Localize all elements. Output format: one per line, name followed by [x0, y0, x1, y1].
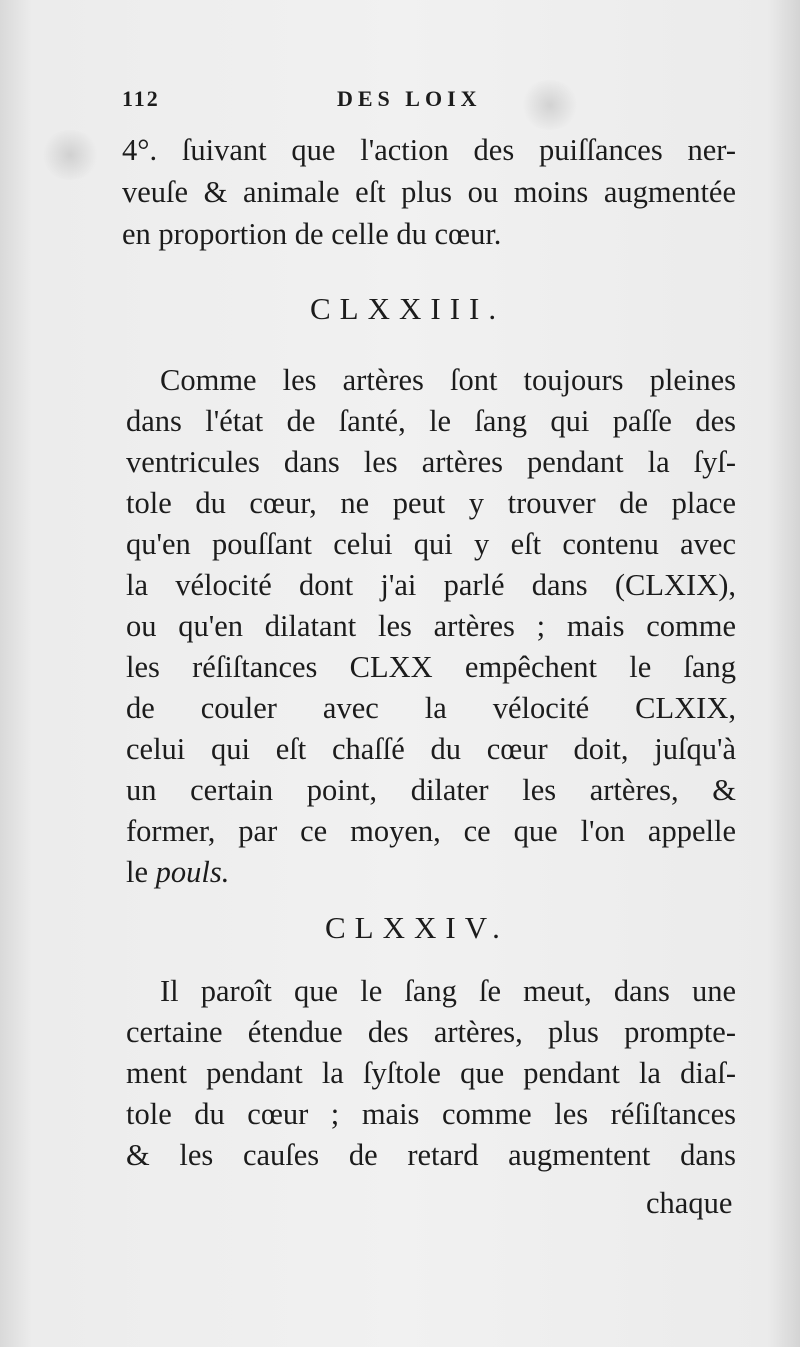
text-line: Il paroît que le ſang ſe meut, dans une	[160, 974, 736, 1008]
catchword: chaque	[646, 1186, 733, 1220]
text-line: un certain point, dilater les artères, &	[126, 773, 736, 807]
section-heading: CLXXIV.	[325, 910, 509, 945]
text-line: tole du cœur, ne peut y trouver de place	[126, 486, 736, 520]
text-line: celui qui eſt chaſſé du cœur doit, juſqu'à	[126, 732, 736, 766]
text-line: ou qu'en dilatant les artères ; mais comme	[126, 609, 736, 643]
text-line: certaine étendue des artères, plus prompte-	[126, 1015, 736, 1049]
text-line: la vélocité dont j'ai parlé dans (CLXIX),	[126, 568, 736, 602]
page-number: 112	[122, 86, 160, 111]
text-line: en proportion de celle du cœur.	[122, 217, 502, 251]
ink-smudge	[40, 130, 100, 180]
section-heading: CLXXIII.	[310, 291, 506, 326]
text-line: ment pendant la ſyſtole que pendant la diaſ-	[126, 1056, 736, 1090]
text-line: tole du cœur ; mais comme les réſiſtances	[126, 1097, 736, 1131]
text-line: & les cauſes de retard augmentent dans	[126, 1138, 736, 1172]
text-line	[126, 852, 229, 892]
text-line: dans l'état de ſanté, le ſang qui paſſe des	[126, 404, 736, 438]
text-line: qu'en pouſſant celui qui y eſt contenu avec	[126, 527, 736, 561]
text-line: ventricules dans les artères pendant la ſyſ-	[126, 445, 736, 479]
text-line: former, par ce moyen, ce que l'on appelle	[126, 814, 736, 848]
text-line: les réſiſtances CLXX empêchent le ſang	[126, 650, 736, 684]
italic-word: pouls.	[155, 855, 230, 889]
text-fragment: le	[126, 855, 149, 889]
text-line: 4°. ſuivant que l'action des puiſſances ner-	[122, 133, 736, 167]
text-line: de couler avec la vélocité CLXIX,	[126, 691, 736, 725]
page-header	[122, 86, 662, 116]
text-line: veuſe & animale eſt plus ou moins augmentée	[122, 175, 736, 209]
text-line: Comme les artères ſont toujours pleines	[160, 363, 736, 397]
running-head: DES LOIX	[337, 86, 482, 111]
